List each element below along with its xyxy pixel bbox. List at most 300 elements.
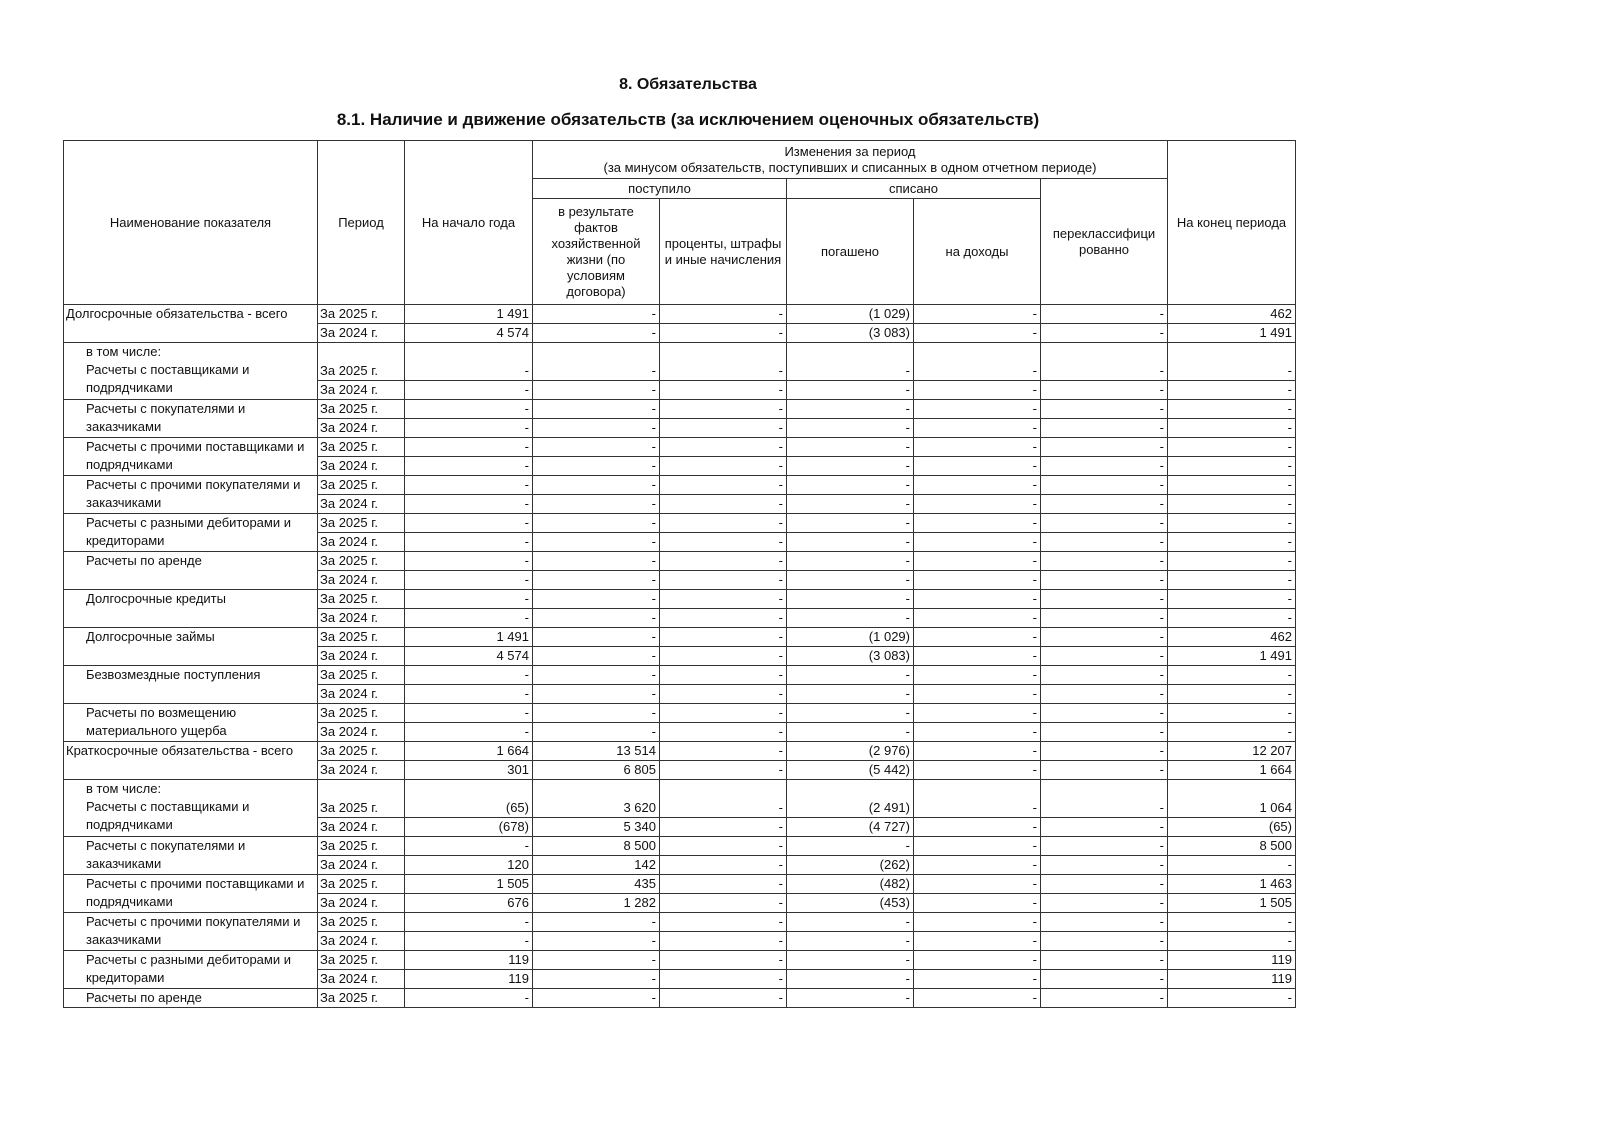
value-cell: -	[914, 742, 1041, 761]
value-cell: -	[914, 913, 1041, 932]
value-cell: -	[405, 419, 533, 438]
table-row	[64, 628, 1296, 647]
period-cell: За 2025 г.	[318, 590, 405, 609]
value-cell: -	[1168, 552, 1296, 571]
value-cell: -	[787, 666, 914, 685]
value-cell: -	[914, 343, 1041, 381]
value-cell: -	[660, 438, 787, 457]
value-cell: -	[1041, 875, 1168, 894]
period-cell: За 2024 г.	[318, 894, 405, 913]
value-cell: 5 340	[533, 818, 660, 837]
period-cell: За 2024 г.	[318, 381, 405, 400]
item-name: Расчеты по аренде	[64, 552, 318, 590]
value-cell: (1 029)	[787, 305, 914, 324]
value-cell: -	[660, 742, 787, 761]
value-cell: -	[914, 571, 1041, 590]
value-cell: -	[914, 533, 1041, 552]
value-cell: 4 574	[405, 324, 533, 343]
value-cell: -	[1041, 913, 1168, 932]
value-cell: -	[787, 837, 914, 856]
value-cell: -	[405, 514, 533, 533]
value-cell: -	[1041, 552, 1168, 571]
value-cell: -	[533, 419, 660, 438]
header-changes-line2: (за минусом обязательств, поступивших и списанных в одном отчетном периоде)	[603, 159, 1097, 175]
value-cell: -	[533, 970, 660, 989]
item-name: Расчеты с прочими поставщиками и подрядчиками	[64, 438, 318, 476]
value-cell: -	[1041, 305, 1168, 324]
period-cell: За 2025 г.	[318, 837, 405, 856]
value-cell: -	[1168, 343, 1296, 381]
value-cell: -	[533, 400, 660, 419]
value-cell: -	[660, 837, 787, 856]
value-cell: -	[1041, 685, 1168, 704]
value-cell: -	[787, 533, 914, 552]
value-cell: -	[914, 989, 1041, 1008]
header-reclassified: переклассифици рованно	[1041, 179, 1168, 305]
period-cell: За 2025 г.	[318, 628, 405, 647]
value-cell: (65)	[405, 780, 533, 818]
value-cell: -	[914, 856, 1041, 875]
value-cell: -	[787, 400, 914, 419]
value-cell: 1 491	[1168, 324, 1296, 343]
value-cell: -	[1168, 419, 1296, 438]
period-cell: За 2025 г.	[318, 989, 405, 1008]
value-cell: -	[914, 685, 1041, 704]
value-cell: -	[1168, 381, 1296, 400]
header-repaid: погашено	[787, 199, 914, 305]
value-cell: -	[914, 666, 1041, 685]
value-cell: -	[660, 704, 787, 723]
period-cell: За 2025 г.	[318, 400, 405, 419]
value-cell: -	[660, 723, 787, 742]
table-row	[64, 666, 1296, 685]
value-cell: -	[1041, 666, 1168, 685]
table-row	[64, 837, 1296, 856]
item-label: Расчеты с поставщиками и подрядчиками	[86, 799, 250, 832]
value-cell: -	[660, 628, 787, 647]
value-cell: -	[405, 666, 533, 685]
value-cell: -	[533, 514, 660, 533]
item-name: Расчеты с прочими покупателями и заказчиками	[64, 476, 318, 514]
value-cell: 3 620	[533, 780, 660, 818]
value-cell: -	[787, 381, 914, 400]
value-cell: -	[1168, 856, 1296, 875]
value-cell: -	[1168, 913, 1296, 932]
value-cell: -	[405, 837, 533, 856]
table-row	[64, 590, 1296, 609]
value-cell: -	[1041, 324, 1168, 343]
value-cell: -	[1041, 989, 1168, 1008]
value-cell: -	[660, 818, 787, 837]
header-to-income: на доходы	[914, 199, 1041, 305]
value-cell: -	[787, 989, 914, 1008]
period-cell: За 2025 г.	[318, 704, 405, 723]
period-cell: За 2024 г.	[318, 761, 405, 780]
value-cell: -	[1041, 438, 1168, 457]
value-cell: -	[660, 419, 787, 438]
value-cell: -	[1168, 400, 1296, 419]
value-cell: -	[914, 552, 1041, 571]
value-cell: -	[1041, 495, 1168, 514]
value-cell: (678)	[405, 818, 533, 837]
period-cell: За 2025 г.	[318, 438, 405, 457]
value-cell: -	[914, 761, 1041, 780]
value-cell: -	[533, 951, 660, 970]
header-changes-line1: Изменения за период	[784, 143, 916, 159]
value-cell: -	[914, 590, 1041, 609]
item-name: Расчеты с разными дебиторами и кредиторами	[64, 514, 318, 552]
value-cell: -	[1041, 609, 1168, 628]
value-cell: -	[787, 913, 914, 932]
value-cell: (4 727)	[787, 818, 914, 837]
value-cell: -	[533, 723, 660, 742]
period-cell: За 2025 г.	[318, 514, 405, 533]
value-cell: -	[533, 324, 660, 343]
value-cell: -	[1041, 571, 1168, 590]
value-cell: 1 505	[405, 875, 533, 894]
item-label: Расчеты с поставщиками и подрядчиками	[86, 362, 250, 395]
value-cell: -	[533, 343, 660, 381]
value-cell: -	[1041, 400, 1168, 419]
table-row	[64, 951, 1296, 970]
value-cell: -	[660, 590, 787, 609]
value-cell: -	[914, 419, 1041, 438]
value-cell: -	[914, 970, 1041, 989]
including-label: в том числе:	[86, 344, 162, 359]
value-cell: -	[1168, 932, 1296, 951]
value-cell: 1 664	[405, 742, 533, 761]
value-cell: (3 083)	[787, 647, 914, 666]
period-cell: За 2024 г.	[318, 932, 405, 951]
value-cell: 119	[405, 970, 533, 989]
period-cell: За 2024 г.	[318, 571, 405, 590]
table-row	[64, 989, 1296, 1008]
value-cell: -	[1041, 628, 1168, 647]
value-cell: -	[533, 457, 660, 476]
value-cell: -	[1041, 343, 1168, 381]
value-cell: -	[405, 685, 533, 704]
value-cell: -	[914, 324, 1041, 343]
value-cell: -	[533, 609, 660, 628]
period-cell: За 2024 г.	[318, 970, 405, 989]
table-row	[64, 438, 1296, 457]
period-cell: За 2025 г.	[318, 780, 405, 818]
value-cell: -	[914, 457, 1041, 476]
value-cell: -	[914, 780, 1041, 818]
value-cell: -	[405, 400, 533, 419]
value-cell: -	[533, 989, 660, 1008]
value-cell: -	[787, 609, 914, 628]
value-cell: -	[660, 894, 787, 913]
value-cell: -	[533, 571, 660, 590]
header-start: На начало года	[405, 141, 533, 305]
value-cell: -	[660, 666, 787, 685]
value-cell: -	[405, 438, 533, 457]
value-cell: -	[1168, 989, 1296, 1008]
period-cell: За 2024 г.	[318, 324, 405, 343]
value-cell: -	[914, 932, 1041, 951]
value-cell: -	[660, 780, 787, 818]
value-cell: 1 491	[405, 305, 533, 324]
period-cell: За 2024 г.	[318, 647, 405, 666]
table-row	[64, 343, 1296, 381]
value-cell: -	[787, 343, 914, 381]
table-row	[64, 913, 1296, 932]
value-cell: (5 442)	[787, 761, 914, 780]
value-cell: -	[1168, 514, 1296, 533]
value-cell: 119	[1168, 951, 1296, 970]
header-name: Наименование показателя	[64, 141, 318, 305]
value-cell: -	[914, 476, 1041, 495]
value-cell: -	[660, 400, 787, 419]
value-cell: -	[1041, 742, 1168, 761]
value-cell: -	[787, 590, 914, 609]
value-cell: -	[1041, 856, 1168, 875]
value-cell: 12 207	[1168, 742, 1296, 761]
value-cell: -	[405, 571, 533, 590]
value-cell: -	[660, 970, 787, 989]
value-cell: -	[787, 723, 914, 742]
value-cell: -	[1168, 723, 1296, 742]
value-cell: -	[1168, 685, 1296, 704]
value-cell: -	[660, 609, 787, 628]
value-cell: 119	[405, 951, 533, 970]
value-cell: -	[914, 305, 1041, 324]
value-cell: -	[405, 552, 533, 571]
value-cell: -	[787, 514, 914, 533]
value-cell: (453)	[787, 894, 914, 913]
value-cell: 1 505	[1168, 894, 1296, 913]
value-cell: -	[405, 590, 533, 609]
value-cell: -	[914, 495, 1041, 514]
value-cell: -	[660, 932, 787, 951]
value-cell: (2 976)	[787, 742, 914, 761]
value-cell: -	[660, 552, 787, 571]
period-cell: За 2025 г.	[318, 476, 405, 495]
header-received-business: в результате фактов хозяйственной жизни (по условиям договора)	[533, 199, 660, 305]
value-cell: -	[1041, 590, 1168, 609]
table-row	[64, 400, 1296, 419]
value-cell: 1 064	[1168, 780, 1296, 818]
value-cell: -	[914, 438, 1041, 457]
period-cell: За 2025 г.	[318, 552, 405, 571]
value-cell: -	[1041, 723, 1168, 742]
period-cell: За 2024 г.	[318, 818, 405, 837]
table-row	[64, 780, 1296, 818]
value-cell: -	[660, 875, 787, 894]
value-cell: -	[1041, 951, 1168, 970]
value-cell: -	[533, 438, 660, 457]
value-cell: -	[787, 970, 914, 989]
value-cell: -	[914, 951, 1041, 970]
header-end: На конец периода	[1168, 141, 1296, 305]
value-cell: (65)	[1168, 818, 1296, 837]
value-cell: -	[914, 628, 1041, 647]
value-cell: -	[1168, 571, 1296, 590]
value-cell: -	[533, 704, 660, 723]
value-cell: -	[914, 818, 1041, 837]
value-cell: 676	[405, 894, 533, 913]
item-name: Расчеты с покупателями и заказчиками	[64, 837, 318, 875]
value-cell: -	[787, 571, 914, 590]
value-cell: -	[533, 381, 660, 400]
value-cell: -	[914, 875, 1041, 894]
value-cell: 1 664	[1168, 761, 1296, 780]
value-cell: -	[405, 457, 533, 476]
value-cell: -	[787, 476, 914, 495]
table-body	[64, 305, 1296, 1008]
value-cell: -	[914, 609, 1041, 628]
group-name: Краткосрочные обязательства - всего	[64, 742, 318, 780]
period-cell: За 2025 г.	[318, 343, 405, 381]
value-cell: 462	[1168, 305, 1296, 324]
value-cell: -	[533, 628, 660, 647]
value-cell: 8 500	[1168, 837, 1296, 856]
section-title: 8. Обязательства	[619, 76, 757, 93]
period-cell: За 2024 г.	[318, 685, 405, 704]
period-cell: За 2025 г.	[318, 666, 405, 685]
value-cell: -	[1041, 761, 1168, 780]
period-cell: За 2024 г.	[318, 533, 405, 552]
value-cell: -	[787, 685, 914, 704]
value-cell: -	[787, 457, 914, 476]
table-row	[64, 514, 1296, 533]
value-cell: -	[533, 913, 660, 932]
table-row	[64, 476, 1296, 495]
value-cell: -	[1041, 932, 1168, 951]
value-cell: -	[1041, 476, 1168, 495]
value-cell: -	[914, 837, 1041, 856]
value-cell: -	[787, 704, 914, 723]
value-cell: 119	[1168, 970, 1296, 989]
value-cell: -	[660, 951, 787, 970]
period-cell: За 2024 г.	[318, 419, 405, 438]
value-cell: -	[405, 913, 533, 932]
value-cell: -	[1041, 647, 1168, 666]
period-cell: За 2024 г.	[318, 609, 405, 628]
value-cell: -	[660, 647, 787, 666]
value-cell: -	[1041, 818, 1168, 837]
item-name: Расчеты по аренде	[64, 989, 318, 1008]
value-cell: -	[787, 932, 914, 951]
value-cell: -	[914, 381, 1041, 400]
item-name: Безвозмездные поступления	[64, 666, 318, 704]
value-cell: -	[660, 685, 787, 704]
table-row	[64, 552, 1296, 571]
value-cell: 1 491	[1168, 647, 1296, 666]
header-period: Период	[318, 141, 405, 305]
value-cell: -	[660, 533, 787, 552]
value-cell: -	[660, 514, 787, 533]
value-cell: -	[405, 989, 533, 1008]
header-received: поступило	[533, 179, 787, 199]
including-label: в том числе:	[86, 781, 162, 796]
value-cell: 120	[405, 856, 533, 875]
value-cell: -	[914, 514, 1041, 533]
liabilities-table	[63, 140, 1296, 1008]
value-cell: -	[787, 438, 914, 457]
header-written-off: списано	[787, 179, 1041, 199]
period-cell: За 2024 г.	[318, 723, 405, 742]
item-name: Расчеты по возмещению материального ущерба	[64, 704, 318, 742]
period-cell: За 2025 г.	[318, 913, 405, 932]
value-cell: -	[533, 533, 660, 552]
item-name	[64, 780, 318, 837]
value-cell: (482)	[787, 875, 914, 894]
item-name: Расчеты с прочими покупателями и заказчиками	[64, 913, 318, 951]
period-cell: За 2025 г.	[318, 742, 405, 761]
value-cell: -	[660, 457, 787, 476]
value-cell: -	[660, 324, 787, 343]
value-cell: -	[1041, 970, 1168, 989]
value-cell: 4 574	[405, 647, 533, 666]
value-cell: -	[405, 381, 533, 400]
value-cell: -	[405, 704, 533, 723]
value-cell: -	[1041, 419, 1168, 438]
group-name: Долгосрочные обязательства - всего	[64, 305, 318, 343]
period-cell: За 2024 г.	[318, 457, 405, 476]
value-cell: -	[914, 723, 1041, 742]
value-cell: -	[1168, 438, 1296, 457]
header-changes	[533, 141, 1168, 179]
item-name: Расчеты с покупателями и заказчиками	[64, 400, 318, 438]
value-cell: -	[660, 305, 787, 324]
value-cell: -	[533, 685, 660, 704]
value-cell: 462	[1168, 628, 1296, 647]
item-name: Расчеты с прочими поставщиками и подрядчиками	[64, 875, 318, 913]
period-cell: За 2025 г.	[318, 875, 405, 894]
value-cell: 6 805	[533, 761, 660, 780]
value-cell: -	[533, 666, 660, 685]
value-cell: -	[914, 894, 1041, 913]
value-cell: -	[660, 989, 787, 1008]
value-cell: 8 500	[533, 837, 660, 856]
value-cell: -	[1041, 837, 1168, 856]
table-row	[64, 305, 1296, 324]
value-cell: 13 514	[533, 742, 660, 761]
value-cell: -	[1168, 476, 1296, 495]
value-cell: -	[1168, 609, 1296, 628]
value-cell: -	[533, 590, 660, 609]
value-cell: -	[533, 305, 660, 324]
value-cell: -	[533, 552, 660, 571]
value-cell: -	[1168, 704, 1296, 723]
value-cell: -	[405, 343, 533, 381]
value-cell: -	[660, 476, 787, 495]
value-cell: 435	[533, 875, 660, 894]
item-name: Долгосрочные кредиты	[64, 590, 318, 628]
value-cell: -	[787, 419, 914, 438]
value-cell: -	[914, 704, 1041, 723]
value-cell: -	[533, 932, 660, 951]
value-cell: 1 463	[1168, 875, 1296, 894]
period-cell: За 2025 г.	[318, 951, 405, 970]
value-cell: -	[660, 381, 787, 400]
value-cell: -	[1168, 457, 1296, 476]
value-cell: -	[405, 932, 533, 951]
item-name	[64, 343, 318, 400]
value-cell: 301	[405, 761, 533, 780]
value-cell: -	[660, 495, 787, 514]
subsection-title: 8.1. Наличие и движение обязательств (за исключением оценочных обязательств)	[336, 110, 1040, 129]
table-header	[64, 141, 1296, 305]
value-cell: -	[1168, 590, 1296, 609]
value-cell: (3 083)	[787, 324, 914, 343]
value-cell: -	[787, 951, 914, 970]
value-cell: -	[1041, 704, 1168, 723]
value-cell: -	[787, 495, 914, 514]
value-cell: -	[660, 856, 787, 875]
